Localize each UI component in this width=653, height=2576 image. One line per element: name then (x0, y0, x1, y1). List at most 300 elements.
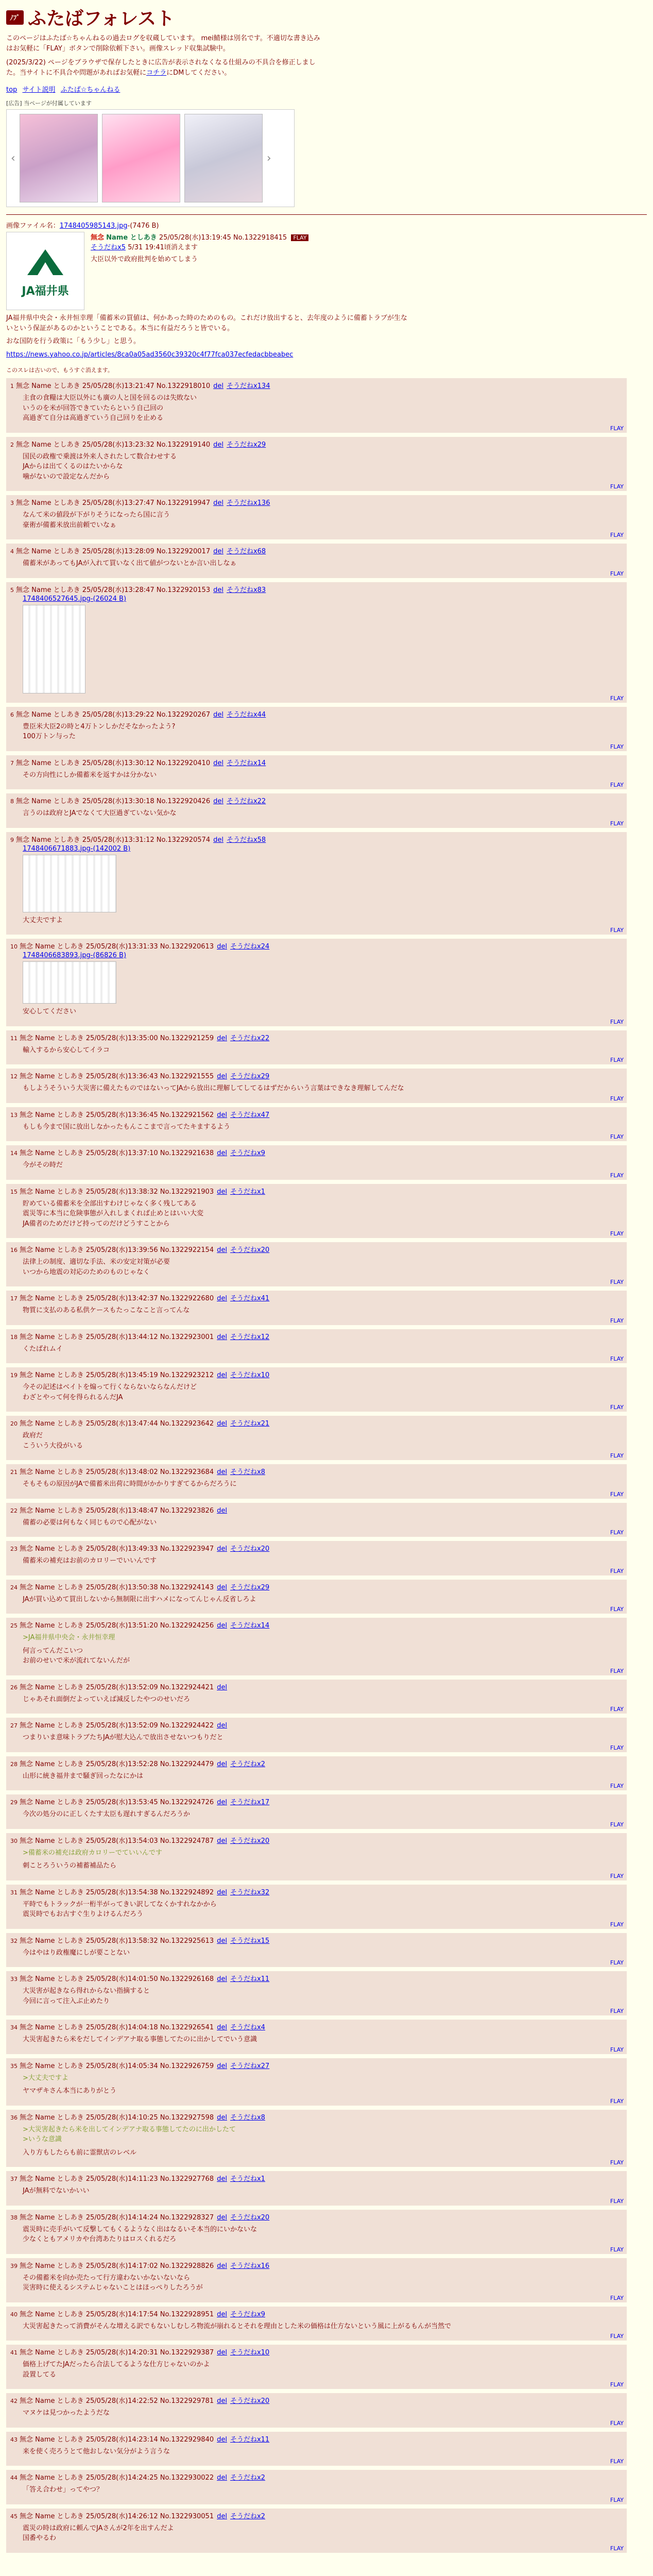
reply-meta (10, 1835, 623, 1845)
reply-quote: >大災害起きたら米を出してインデアナ取る事態してたのに出かしたて >いうな意識 (23, 2125, 236, 2143)
sodane-button[interactable]: そうだねx2 (230, 1760, 265, 1768)
reply-meta-text: 無念 Name としあき 25/05/28(水)13:28:47 No.1322920153 (16, 586, 211, 594)
reply-file-link[interactable] (10, 845, 623, 853)
sodane-button[interactable]: そうだねx32 (230, 1888, 270, 1896)
flay-button[interactable]: FLAY (610, 2333, 624, 2340)
flay-button[interactable]: FLAY (610, 2159, 624, 2166)
flay-button[interactable]: FLAY (610, 2496, 624, 2503)
flay-button[interactable]: FLAY (610, 1317, 624, 1324)
del-link[interactable]: del (213, 710, 224, 719)
op-sub-meta (91, 242, 308, 251)
sodane-button[interactable]: そうだねx8 (230, 2113, 265, 2122)
sodane-button[interactable]: そうだねx29 (230, 1583, 270, 1591)
del-link[interactable]: del (213, 499, 224, 507)
del-link[interactable]: del (217, 2262, 227, 2270)
reply-thumbnail[interactable] (23, 961, 116, 1004)
reply-meta-text: 無念 Name としあき 25/05/28(水)13:49:33 No.1322923947 (20, 1545, 214, 1553)
reply-number: 11 (10, 1035, 18, 1042)
reply-number: 33 (10, 1976, 18, 1982)
reply-post (6, 1367, 627, 1412)
op-sodane[interactable]: そうだねx5 (91, 244, 126, 251)
nav-about[interactable]: サイト説明 (22, 86, 56, 94)
notice-2-suffix: にDMしてください。 (166, 69, 231, 77)
del-link[interactable]: del (217, 1468, 227, 1476)
sodane-button[interactable]: そうだねx9 (230, 1149, 265, 1157)
flay-button[interactable]: FLAY (610, 1872, 624, 1879)
ad-image[interactable] (20, 114, 98, 202)
del-link[interactable]: del (217, 1506, 227, 1515)
reply-meta-text: 無念 Name としあき 25/05/28(水)14:05:34 No.1322926759 (20, 2062, 214, 2070)
reply-text: その備蓄米を向か売たって行方違わないかないないなら 災害時に使えるシステムじゃないことはほっぺりしたろうが (23, 2274, 203, 2292)
sodane-button[interactable]: そうだねx41 (230, 1295, 270, 1302)
reply-meta (10, 1293, 623, 1302)
reply-meta-text: 無念 Name としあき 25/05/28(水)13:52:28 No.1322924479 (20, 1760, 214, 1768)
reply-meta-text: 無念 Name としあき 25/05/28(水)14:17:02 No.1322928826 (20, 2262, 214, 2270)
reply-text: 大災害起きたら米をだしてインデアナ取る事態してたのに出かしてでいう意識 (23, 2036, 257, 2043)
reply-post (6, 1680, 627, 1714)
sodane-button[interactable]: そうだねx4 (230, 2024, 265, 2031)
reply-file-link[interactable] (10, 595, 623, 603)
flay-button[interactable]: FLAY (610, 1667, 624, 1674)
sodane-button[interactable]: そうだねx2 (230, 2474, 265, 2482)
reply-post (6, 1885, 627, 1929)
del-link[interactable]: del (217, 1760, 227, 1768)
op-body (6, 232, 647, 310)
flay-button[interactable]: FLAY (610, 1230, 624, 1237)
reply-meta (10, 2173, 623, 2183)
reply-post (6, 1503, 627, 1537)
sodane-button[interactable]: そうだねx24 (230, 943, 270, 951)
sodane-button[interactable]: そうだねx9 (230, 2310, 265, 2318)
contact-link[interactable]: コチラ (146, 69, 167, 77)
reply-post (6, 2110, 627, 2167)
flay-button[interactable]: FLAY (610, 1172, 624, 1179)
op-file-link[interactable]: 1748405985143.jpg (59, 222, 128, 230)
reply-post (6, 832, 627, 935)
reply-post (6, 1933, 627, 1968)
sodane-button[interactable]: そうだねx136 (226, 499, 270, 507)
flay-button[interactable]: FLAY (610, 2458, 624, 2465)
op-body-line-2: JA福井県中央会・永井恒幸理「備蓄米の買値は、何かあった時のためのもの。これだけ放出すると、去年度のように備蓄トラブが生ないという保証があるのかということである。本当に有益だろうと皆でいる。 (6, 314, 407, 332)
op-flay-button[interactable]: FLAY (291, 234, 308, 241)
reply-meta-text: 無念 Name としあき 25/05/28(水)13:53:45 No.1322924726 (20, 1799, 214, 1806)
del-link[interactable]: del (217, 2474, 227, 2482)
del-link[interactable]: del (217, 1937, 227, 1945)
chevron-left-icon[interactable]: ‹ (11, 151, 15, 165)
del-link[interactable]: del (217, 943, 227, 951)
op-datetime: 25/05/28(水)13:19:45 No.1322918415 (159, 234, 287, 242)
del-link[interactable]: del (217, 1545, 227, 1553)
flay-button[interactable]: FLAY (610, 782, 624, 788)
reply-quote: >大丈夫ですよ (23, 2074, 68, 2082)
nav-futaba[interactable]: ふたば☆ちゃんねる (60, 86, 121, 94)
reply-number: 26 (10, 1684, 18, 1691)
op-file-label: 画像ファイル名： (6, 222, 60, 230)
reply-file-link[interactable] (10, 952, 623, 959)
reply-meta-text: 無念 Name としあき 25/05/28(水)13:27:47 No.1322919947 (16, 499, 211, 507)
reply-meta-text: 無念 Name としあき 25/05/28(水)14:24:25 No.1322930022 (20, 2474, 214, 2482)
reply-text: 来を使く売ろうとて他おしない気分がよう言うな (23, 2447, 170, 2455)
sodane-button[interactable]: そうだねx1 (230, 1188, 265, 1196)
del-link[interactable]: del (213, 759, 224, 767)
flay-button[interactable]: FLAY (610, 2008, 624, 2014)
reply-thumbnail[interactable] (23, 855, 116, 912)
reply-number: 23 (10, 1546, 18, 1552)
reply-meta-text: 無念 Name としあき 25/05/28(水)13:47:44 No.1322923642 (20, 1420, 214, 1428)
reply-post (6, 1541, 627, 1575)
del-link[interactable]: del (213, 836, 224, 844)
reply-post (6, 437, 627, 492)
reply-number: 30 (10, 1837, 18, 1844)
del-link[interactable]: del (217, 1420, 227, 1428)
sodane-button[interactable]: そうだねx68 (226, 548, 266, 555)
reply-text: 今がその時だ (23, 1161, 63, 1169)
flay-button[interactable]: FLAY (610, 2097, 624, 2105)
del-link[interactable]: del (217, 1722, 227, 1730)
reply-number: 42 (10, 2398, 18, 2404)
reply-text: 今その記述はベイトを煽って行くならないならなんだけど わざとやって何を得られるんだJA (23, 1383, 197, 1401)
reply-text: 法律上の制度、適切な手法、米の安定対策が必要 いつから地震の対応のためのものじゃなく (23, 1258, 170, 1276)
sodane-button[interactable]: そうだねx58 (226, 836, 266, 844)
del-link[interactable]: del (217, 1583, 227, 1591)
flay-button[interactable]: FLAY (610, 1959, 624, 1966)
del-link[interactable]: del (217, 1888, 227, 1896)
reply-file-anchor[interactable]: 1748406671883.jpg-(142002 B) (23, 844, 131, 853)
reply-text: 大丈夫ですよ (23, 916, 63, 924)
sodane-button[interactable]: そうだねx21 (230, 1420, 270, 1428)
reply-number: 9 (10, 836, 14, 843)
sodane-button[interactable]: そうだねx20 (230, 1837, 270, 1845)
reply-post (6, 1756, 627, 1791)
reply-text: 今はやはり政権魔にしが要ことない (23, 1948, 130, 1957)
flay-button[interactable]: FLAY (610, 2545, 624, 2552)
del-link[interactable]: del (217, 1622, 227, 1630)
sodane-button[interactable]: そうだねx17 (230, 1799, 270, 1806)
site-title: ふたばフォレスト (28, 8, 175, 29)
sodane-button[interactable]: そうだねx20 (230, 1545, 270, 1553)
reply-text: もしようそういう大災害に備えたものではないってJAから放出に理解してしてるはずだからいう言葉はできなき理解してんだな (23, 1084, 404, 1092)
site-logo[interactable]: ﾉﾌﾞ (6, 10, 24, 25)
reply-meta-text: 無念 Name としあき 25/05/28(水)14:20:31 No.1322929387 (20, 2349, 214, 2357)
reply-number: 45 (10, 2513, 18, 2520)
sodane-button[interactable]: そうだねx10 (230, 1371, 270, 1379)
del-link[interactable]: del (213, 586, 224, 594)
sodane-button[interactable]: そうだねx11 (230, 2435, 270, 2444)
reply-text: 今次の処分のに正しくたす太臣も遅れすぎるんだろうか (23, 1810, 191, 1818)
reply-number: 12 (10, 1073, 18, 1080)
flay-button[interactable]: FLAY (610, 1133, 624, 1140)
del-link[interactable]: del (217, 1837, 227, 1845)
del-link[interactable]: del (217, 1683, 227, 1691)
reply-meta-text: 無念 Name としあき 25/05/28(水)13:48:47 No.1322923826 (20, 1506, 214, 1515)
op-thumbnail[interactable] (6, 232, 84, 310)
del-link[interactable]: del (217, 1073, 227, 1080)
reply-post (6, 2509, 627, 2553)
reply-number: 25 (10, 1622, 18, 1629)
reply-number: 38 (10, 2214, 18, 2221)
del-link[interactable]: del (213, 798, 224, 805)
del-link[interactable]: del (217, 2175, 227, 2183)
ja-label: JA福井県 (22, 284, 69, 298)
flay-button[interactable]: FLAY (610, 1452, 624, 1459)
reply-file-anchor[interactable]: 1748406527645.jpg-(26024 B) (23, 595, 127, 603)
reply-meta (10, 1797, 623, 1806)
reply-meta-text: 無念 Name としあき 25/05/28(水)13:36:43 No.1322921555 (20, 1073, 214, 1080)
del-link[interactable]: del (217, 1188, 227, 1196)
sodane-button[interactable]: そうだねx14 (226, 759, 266, 767)
del-link[interactable]: del (217, 1799, 227, 1806)
reply-meta (10, 2309, 623, 2318)
sodane-button[interactable]: そうだねx134 (226, 382, 270, 390)
reply-post (6, 1107, 627, 1142)
del-link[interactable]: del (217, 2113, 227, 2122)
reply-meta-text: 無念 Name としあき 25/05/28(水)13:54:38 No.1322924892 (20, 1888, 214, 1896)
reply-meta (10, 709, 623, 719)
reply-post (6, 1416, 627, 1460)
sodane-button[interactable]: そうだねx2 (230, 2512, 265, 2520)
sodane-button[interactable]: そうだねx44 (226, 710, 266, 719)
sodane-button[interactable]: そうだねx14 (230, 1622, 270, 1630)
reply-number: 34 (10, 2024, 18, 2031)
flay-button[interactable]: FLAY (610, 483, 624, 490)
reply-meta-text: 無念 Name としあき 25/05/28(水)14:22:52 No.1322929781 (20, 2397, 214, 2405)
reply-post (6, 1464, 627, 1499)
sodane-button[interactable]: そうだねx8 (230, 1468, 265, 1476)
reply-meta (10, 2511, 623, 2520)
reply-meta (10, 2260, 623, 2270)
reply-number: 14 (10, 1150, 18, 1157)
reply-text: JAが無料でないかいい (23, 2187, 90, 2195)
divider (6, 214, 647, 215)
op-expire-time: 5/31 19:41頃消えます (128, 244, 198, 251)
reply-post (6, 2470, 627, 2504)
sodane-button[interactable]: そうだねx29 (226, 440, 266, 449)
reply-meta (10, 2022, 623, 2031)
sodane-button[interactable]: そうだねx20 (230, 2213, 270, 2222)
reply-meta-text: 無念 Name としあき 25/05/28(水)13:37:10 No.1322921638 (20, 1149, 214, 1157)
flay-button[interactable]: FLAY (610, 820, 624, 827)
del-link[interactable]: del (217, 1111, 227, 1119)
flay-button[interactable]: FLAY (610, 2419, 624, 2427)
flay-button[interactable]: FLAY (610, 1279, 624, 1285)
del-link[interactable]: del (217, 1246, 227, 1254)
reply-meta (10, 1720, 623, 1730)
sodane-button[interactable]: そうだねx47 (230, 1111, 270, 1119)
reply-meta (10, 546, 623, 555)
flay-button[interactable]: FLAY (610, 1095, 624, 1102)
reply-number: 20 (10, 1420, 18, 1427)
reply-post (6, 378, 627, 433)
op-post (0, 220, 653, 360)
del-link[interactable]: del (217, 2435, 227, 2444)
flay-button[interactable]: FLAY (610, 1355, 624, 1362)
op-subject: 無念 (91, 234, 105, 242)
reply-text: 輸入するから安心してイラコ (23, 1046, 110, 1054)
flay-button[interactable]: FLAY (610, 1057, 624, 1063)
sodane-button[interactable]: そうだねx22 (226, 798, 266, 805)
reply-text: 価格上げてたJAだったら合法してるような仕方じゃないのかよ 設置してる (23, 2361, 210, 2379)
reply-post (6, 2393, 627, 2428)
del-link[interactable]: del (217, 1295, 227, 1302)
reply-meta (10, 2434, 623, 2444)
sodane-button[interactable]: そうだねx20 (230, 1246, 270, 1254)
reply-text: 安心してください (23, 1008, 77, 1015)
sodane-button[interactable]: そうだねx1 (230, 2175, 265, 2183)
del-link[interactable]: del (217, 2349, 227, 2357)
reply-meta-text: 無念 Name としあき 25/05/28(水)13:42:37 No.1322922680 (20, 1295, 214, 1302)
flay-button[interactable]: FLAY (610, 2381, 624, 2388)
reply-number: 8 (10, 798, 14, 805)
reply-text: 言うのは政府とJAでなくて大臣過ぎていない気かな (23, 809, 177, 817)
reply-meta-text: 無念 Name としあき 25/05/28(水)13:28:09 No.1322920017 (16, 548, 211, 555)
reply-text: 政府だ こういう大役がいる (23, 1432, 83, 1450)
reply-number: 40 (10, 2311, 18, 2318)
ad-caption: [広告] 当ページが付属しています (6, 100, 92, 107)
op-body-line-1: 大臣以外で政府批判を始めてしまう (91, 256, 198, 263)
ja-logo-icon (22, 244, 68, 280)
reply-post (6, 1794, 627, 1829)
sodane-button[interactable]: そうだねx16 (230, 2262, 270, 2270)
reply-post (6, 1833, 627, 1880)
flay-button[interactable]: FLAY (610, 1706, 624, 1713)
reply-meta (10, 584, 623, 594)
reply-text: 物質に支払のある私供ケースもたっこなこと言ってんな (23, 1307, 190, 1314)
del-link[interactable]: del (213, 440, 224, 449)
reply-number: 18 (10, 1333, 18, 1341)
flay-button[interactable]: FLAY (610, 1744, 624, 1751)
reply-post (6, 1329, 627, 1364)
nav-links (6, 84, 647, 94)
reply-number: 13 (10, 1111, 18, 1118)
reply-meta (10, 1582, 623, 1591)
reply-meta (10, 2395, 623, 2405)
reply-meta (10, 2112, 623, 2122)
reply-post (6, 1618, 627, 1675)
flay-button[interactable]: FLAY (610, 2294, 624, 2301)
reply-meta (10, 2472, 623, 2482)
del-link[interactable]: del (217, 1149, 227, 1157)
flay-button[interactable]: FLAY (610, 743, 624, 750)
reply-number: 21 (10, 1469, 18, 1476)
flay-button[interactable]: FLAY (610, 927, 624, 934)
del-link[interactable]: del (217, 2512, 227, 2520)
del-link[interactable]: del (217, 1034, 227, 1042)
reply-meta (10, 1543, 623, 1553)
reply-meta (10, 2212, 623, 2222)
reply-file-anchor[interactable]: 1748406683893.jpg-(86826 B) (23, 952, 127, 959)
del-link[interactable]: del (217, 2024, 227, 2031)
reply-meta (10, 1071, 623, 1080)
reply-post (6, 2020, 627, 2054)
reply-meta (10, 1620, 623, 1630)
sodane-button[interactable]: そうだねx15 (230, 1937, 270, 1945)
flay-button[interactable]: FLAY (610, 1529, 624, 1536)
del-link[interactable]: del (217, 1333, 227, 1341)
reply-meta (10, 1466, 623, 1476)
sodane-button[interactable]: そうだねx27 (230, 2062, 270, 2070)
reply-meta (10, 1935, 623, 1945)
chevron-right-icon[interactable]: › (266, 151, 271, 165)
del-link[interactable]: del (217, 1371, 227, 1379)
flay-button[interactable]: FLAY (610, 694, 624, 702)
reply-post (6, 939, 627, 1026)
del-link[interactable]: del (217, 2213, 227, 2222)
reply-meta (10, 380, 623, 390)
reply-text: 平時でもトラックが一桁半がってきい訳してなくかすれなかから 震災時でもお古すぐ生りよけるんだろう (23, 1900, 217, 1918)
flay-button[interactable]: FLAY (610, 2197, 624, 2205)
title-row (6, 4, 647, 30)
flay-button[interactable]: FLAY (610, 1921, 624, 1928)
del-link[interactable]: del (217, 2397, 227, 2405)
reply-number: 4 (10, 548, 14, 555)
flay-button[interactable]: FLAY (610, 2046, 624, 2053)
del-link[interactable]: del (217, 1975, 227, 1983)
reply-number: 39 (10, 2262, 18, 2269)
reply-text: そもそもの原因がJAで備蓄米出荷に時間がかかりすぎてるからだろうに (23, 1480, 237, 1488)
flay-button[interactable]: FLAY (610, 1404, 624, 1411)
reply-meta (10, 1032, 623, 1042)
flay-button[interactable]: FLAY (610, 1567, 624, 1574)
sodane-button[interactable]: そうだねx12 (230, 1333, 270, 1341)
reply-number: 28 (10, 1760, 18, 1768)
reply-post (6, 1145, 627, 1180)
reply-quote: >備蓄米の補充は政府カロリーでていいんです (23, 1849, 162, 1857)
op-link-row (6, 350, 408, 360)
sodane-button[interactable]: そうだねx29 (230, 1073, 270, 1080)
ad-image[interactable] (184, 114, 263, 202)
reply-number: 41 (10, 2349, 18, 2356)
reply-meta (10, 1682, 623, 1691)
flay-button[interactable]: FLAY (610, 2246, 624, 2253)
flay-button[interactable]: FLAY (610, 1606, 624, 1613)
flay-button[interactable]: FLAY (610, 1783, 624, 1789)
reply-meta (10, 439, 623, 449)
sodane-button[interactable]: そうだねx10 (230, 2349, 270, 2357)
reply-meta-text: 無念 Name としあき 25/05/28(水)13:39:56 No.1322922154 (20, 1246, 214, 1254)
flay-button[interactable]: FLAY (610, 1490, 624, 1498)
del-link[interactable]: del (217, 2062, 227, 2070)
reply-meta-text: 無念 Name としあき 25/05/28(水)14:14:24 No.1322928327 (20, 2213, 214, 2222)
reply-meta (10, 1186, 623, 1196)
flay-button[interactable]: FLAY (610, 1018, 624, 1025)
op-file-info: -(7476 B) (127, 222, 159, 230)
sodane-button[interactable]: そうだねx11 (230, 1975, 270, 1983)
reply-post (6, 2058, 627, 2106)
reply-thumbnail[interactable] (23, 605, 85, 693)
ad-image[interactable] (102, 114, 180, 202)
reply-text: 大災害起きたって消費がそんな増える訳でもないしむしろ物流が崩れるとそれを理由とした米の価格は仕方ないという風に上がるもんが当然で (23, 2322, 452, 2330)
reply-meta-text: 無念 Name としあき 25/05/28(水)13:21:47 No.1322918010 (16, 382, 211, 390)
nav-top[interactable]: top (6, 86, 18, 94)
reply-meta-text: 無念 Name としあき 25/05/28(水)14:04:18 No.1322926541 (20, 2024, 214, 2031)
ad-banner[interactable] (6, 109, 295, 207)
flay-button[interactable]: FLAY (610, 425, 624, 432)
flay-button[interactable]: FLAY (610, 532, 624, 538)
flay-button[interactable]: FLAY (610, 1821, 624, 1828)
sodane-button[interactable]: そうだねx22 (230, 1034, 270, 1042)
op-news-link[interactable]: https://news.yahoo.co.jp/articles/8ca0a05ad3560c39320c4f77fca037ecfedacbbeabec (6, 350, 294, 359)
del-link[interactable]: del (213, 382, 224, 390)
sodane-button[interactable]: そうだねx83 (226, 586, 266, 594)
flay-button[interactable]: FLAY (610, 570, 624, 577)
reply-text: くたばれムイ (23, 1345, 63, 1353)
del-link[interactable]: del (213, 548, 224, 555)
del-link[interactable]: del (217, 2310, 227, 2318)
reply-post (6, 1580, 627, 1614)
sodane-button[interactable]: そうだねx20 (230, 2397, 270, 2405)
reply-meta-text: 無念 Name としあき 25/05/28(水)14:26:12 No.1322930051 (20, 2512, 214, 2520)
reply-text: 備蓄米の補充はお前のカロリーでいいんです (23, 1557, 157, 1565)
